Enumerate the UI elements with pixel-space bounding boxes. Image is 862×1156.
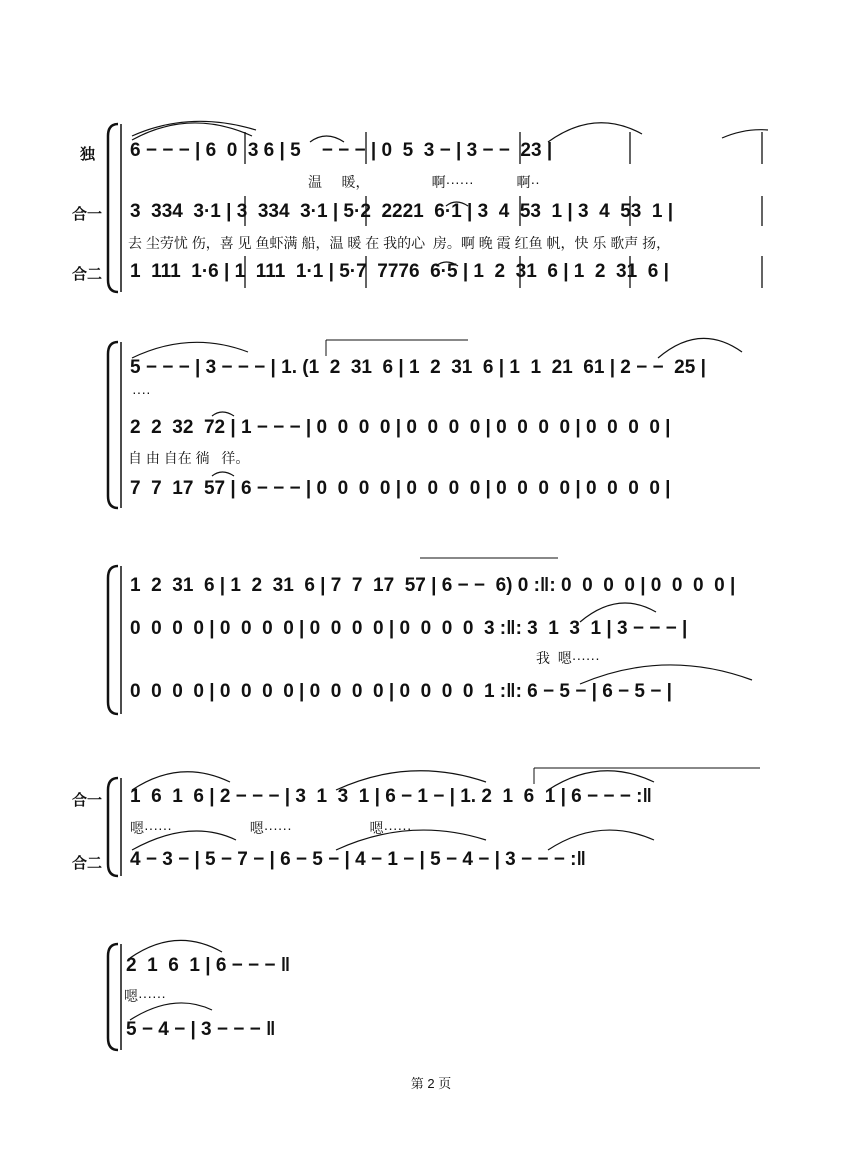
lyric-s2-chorus-1: 自 由 自在 徜 徉。: [128, 450, 250, 466]
part-label-chorus-1: 合一: [72, 206, 103, 223]
part-label-solo: 独: [80, 146, 96, 163]
lyric-s3-chorus-1: 我 嗯······: [536, 650, 600, 666]
notes-s2-solo: 5 − − − | 3 − − − | 1. (1 2 31 6 | 1 2 31 6 | 1 1 21 61 | 2 − − 25 |: [130, 357, 706, 378]
notes-s3-chorus-1: 0 0 0 0 | 0 0 0 0 | 0 0 0 0 | 0 0 0 0 3 :‖: 3 1 3 1 | 3 − − − |: [130, 618, 688, 639]
notes-solo: 6 − − − | 6 0 3 6 | 5 − − − | 0 5 3 − | 3 − − 23 |: [130, 140, 553, 161]
notes-s2-chorus-2: 7 7 17 57 | 6 − − − | 0 0 0 0 | 0 0 0 0 | 0 0 0 0 | 0 0 0 0 |: [130, 478, 671, 499]
lyric-s4-chorus-1: 嗯······ 嗯······ 嗯······: [130, 820, 412, 836]
lyric-chorus-1: 去 尘劳忧 伤，喜 见 鱼虾满 船，温 暖 在 我的心 房。啊 晚 霞 红鱼 帆，快 乐 歌声 扬，: [128, 235, 671, 251]
part-label-chorus-2: 合二: [72, 266, 103, 283]
notes-chorus-1: 3 334 3·1 | 3 334 3·1 | 5·2 2221 6·1 | 3 4 53 1 | 3 4 53 1 |: [130, 201, 674, 222]
notes-s4-chorus-1: 1 6 1 6 | 2 − − − | 3 1 3 1 | 6 − 1 − | 1. 2 1 6 1 | 6 − − − :‖: [130, 786, 652, 807]
notes-s5-chorus-2: 5 − 4 − | 3 − − − ‖: [126, 1019, 276, 1040]
lyric-s2-solo: ····: [132, 384, 151, 400]
part-label-s4-chorus-1: 合一: [72, 792, 103, 809]
lyric-solo: 温 暖， 啊······ 啊··: [308, 174, 540, 190]
notes-chorus-2: 1 111 1·6 | 1 111 1·1 | 5·7 7776 6·5 | 1 2 31 6 | 1 2 31 6 |: [130, 261, 669, 282]
notes-s4-chorus-2: 4 − 3 − | 5 − 7 − | 6 − 5 − | 4 − 1 − | 5 − 4 − | 3 − − − :‖: [130, 849, 586, 870]
notes-s3-chorus-2: 0 0 0 0 | 0 0 0 0 | 0 0 0 0 | 0 0 0 0 1 :‖: 6 − 5 − | 6 − 5 − |: [130, 681, 672, 702]
page-number: 第 2 页: [410, 1076, 452, 1091]
notes-s5-chorus-1: 2 1 6 1 | 6 − − − ‖: [126, 955, 291, 976]
notes-s3-solo: 1 2 31 6 | 1 2 31 6 | 7 7 17 57 | 6 − − 6) 0 :‖: 0 0 0 0 | 0 0 0 0 |: [130, 575, 736, 596]
notes-s2-chorus-1: 2 2 32 72 | 1 − − − | 0 0 0 0 | 0 0 0 0 | 0 0 0 0 | 0 0 0 0 |: [130, 417, 671, 438]
lyric-s5-chorus-1: 嗯······: [124, 988, 166, 1004]
part-label-s4-chorus-2: 合二: [72, 855, 103, 872]
